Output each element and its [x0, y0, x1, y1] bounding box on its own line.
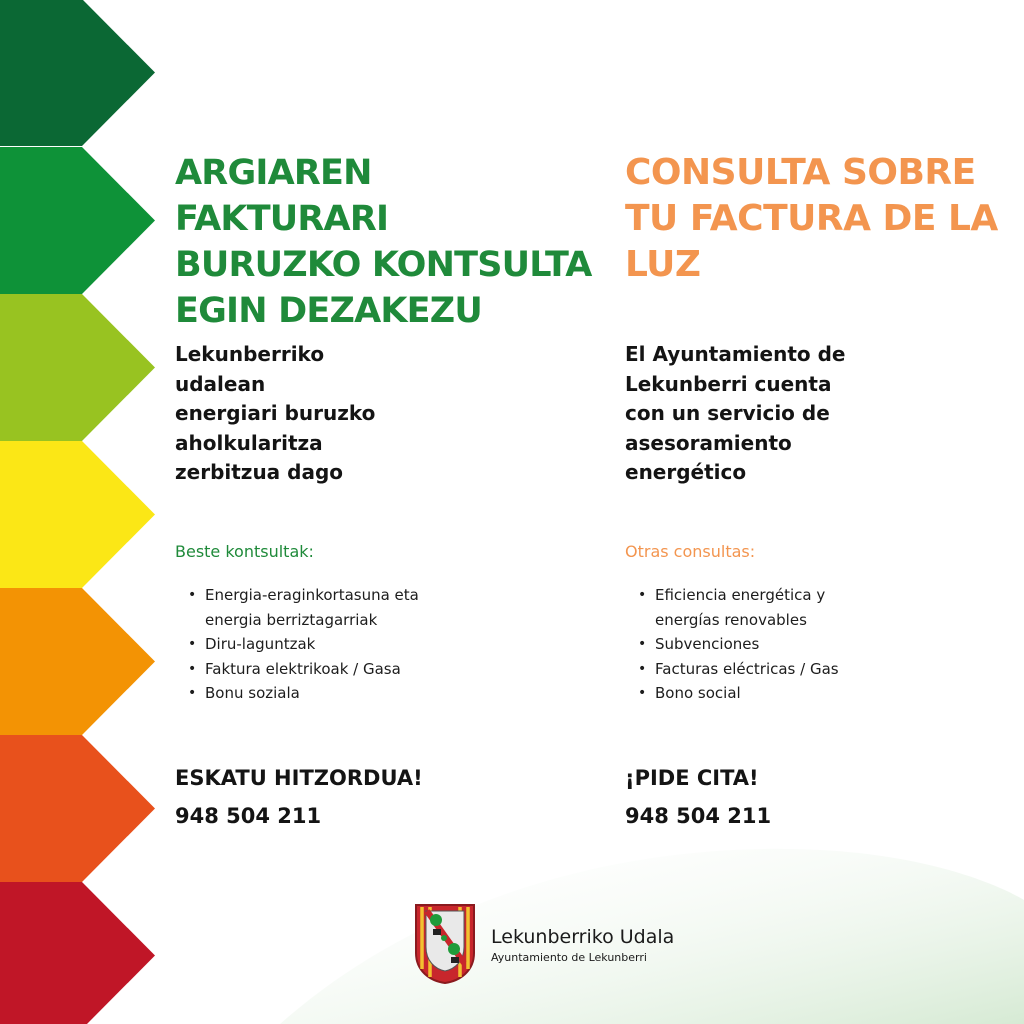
basque-headline: ARGIAREN FAKTURARI BURUZKO KONTSULTA EGIN DEZAKEZU	[175, 153, 592, 331]
spanish-others-list	[625, 583, 839, 706]
list-item: • Bonu soziala	[175, 681, 419, 706]
spanish-intro: El Ayuntamiento de Lekunberri cuenta con un servicio de asesoramiento energético	[625, 342, 846, 484]
energy-band-6	[0, 735, 155, 882]
spanish-phone-number: 948 504 211	[625, 804, 772, 828]
list-item: • Bono social	[625, 681, 839, 706]
energy-band-4	[0, 441, 155, 588]
energy-band-7	[0, 882, 155, 1024]
basque-intro: Lekunberriko udalean energiari buruzko aholkularitza zerbitzua dago	[175, 342, 376, 484]
list-item: • Facturas eléctricas / Gas	[625, 657, 839, 682]
energy-band-5	[0, 588, 155, 735]
logo-name: Lekunberriko Udala	[491, 926, 675, 948]
spanish-headline: CONSULTA SOBRE TU FACTURA DE LA LUZ	[625, 152, 998, 285]
list-item: • Eficiencia energética y energías renovables	[625, 583, 839, 632]
basque-others-title: Beste kontsultak:	[175, 542, 314, 561]
logo-subtitle: Ayuntamiento de Lekunberri	[491, 951, 647, 964]
basque-others-list	[175, 583, 419, 706]
basque-call-to-action: ESKATU HITZORDUA!	[175, 766, 423, 790]
energy-rating-scale	[0, 0, 160, 1024]
basque-phone-number: 948 504 211	[175, 804, 322, 828]
energy-band-1	[0, 0, 155, 146]
list-item: • Diru-laguntzak	[175, 632, 419, 657]
energy-band-3	[0, 294, 155, 441]
energy-band-2	[0, 147, 155, 294]
municipal-crest-icon	[414, 903, 476, 985]
spanish-call-to-action: ¡PIDE CITA!	[625, 766, 759, 790]
list-item: • Faktura elektrikoak / Gasa	[175, 657, 419, 682]
list-item: • Subvenciones	[625, 632, 839, 657]
municipality-logo	[414, 903, 714, 988]
list-item: • Energia-eraginkortasuna eta energia berriztagarriak	[175, 583, 419, 632]
spanish-others-title: Otras consultas:	[625, 542, 756, 561]
